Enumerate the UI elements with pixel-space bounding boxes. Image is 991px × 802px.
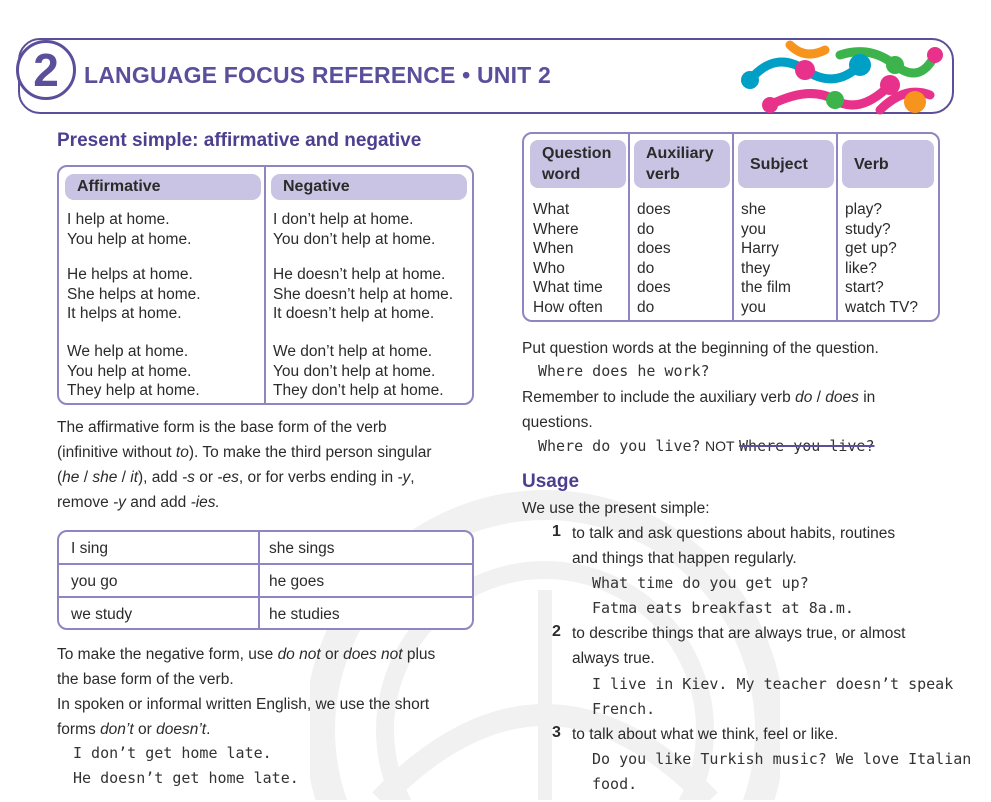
affirmative-group-2: He helps at home. She helps at home. It helps at home. bbox=[67, 266, 201, 322]
example-sentence: He doesn’t get home late. bbox=[73, 769, 299, 787]
usage-number: 3 bbox=[552, 724, 561, 741]
table-cell: he studies bbox=[269, 606, 340, 623]
example-sentence: I don’t get home late. bbox=[73, 744, 272, 762]
table-cell: you go bbox=[71, 573, 118, 590]
negative-group-3: We don’t help at home. You don’t help at home. They don’t help at home. bbox=[273, 343, 444, 399]
negative-group-1: I don’t help at home. You don’t help at home. bbox=[273, 211, 436, 248]
question-table bbox=[522, 132, 940, 322]
affirmative-group-1: I help at home. You help at home. bbox=[67, 211, 192, 248]
table-cell: he goes bbox=[269, 573, 325, 590]
usage-title: Usage bbox=[522, 471, 580, 492]
example-sentence: Do you like Turkish music? We love Italian bbox=[592, 750, 972, 768]
affirmative-negative-table bbox=[57, 165, 474, 405]
example-sentence: I live in Kiev. My teacher doesn’t speak bbox=[592, 675, 954, 693]
negative-explanation: To make the negative form, use do not or does not plus the base form of the verb. In spoken or informal written English, we use the short forms don’t or doesn’t. bbox=[57, 646, 436, 738]
subject-column: she you Harry they the film you bbox=[741, 201, 791, 316]
usage-intro: We use the present simple: bbox=[522, 500, 710, 517]
example-with-wrong-form: Where do you live? NOT Where you live? bbox=[538, 437, 875, 455]
verb-header: Verb bbox=[842, 140, 934, 188]
example-sentence: food. bbox=[592, 775, 638, 793]
page-title: LANGUAGE FOCUS REFERENCE • UNIT 2 bbox=[84, 62, 552, 88]
question-word-note: Put question words at the beginning of the question. bbox=[522, 340, 879, 357]
negative-group-2: He doesn’t help at home. She doesn’t help at home. It doesn’t help at home. bbox=[273, 266, 454, 322]
affirmative-header: Affirmative bbox=[65, 174, 261, 200]
column-divider bbox=[264, 167, 266, 403]
unit-number-badge: 2 bbox=[16, 40, 76, 100]
table-cell: we study bbox=[71, 606, 133, 623]
subject-header: Subject bbox=[738, 140, 834, 188]
negative-header: Negative bbox=[271, 174, 467, 200]
auxiliary-verb-header: Auxiliary verb bbox=[634, 140, 730, 188]
usage-item-1: to talk and ask questions about habits, routines and things that happen regularly. bbox=[572, 525, 896, 567]
auxiliary-column: does do does do does do bbox=[637, 201, 671, 316]
table-cell: she sings bbox=[269, 540, 335, 557]
question-words-column: What Where When Who What time How often bbox=[533, 201, 603, 316]
example-sentence: Fatma eats breakfast at 8a.m. bbox=[592, 599, 854, 617]
question-word-header: Question word bbox=[530, 140, 626, 188]
usage-number: 1 bbox=[552, 523, 561, 540]
example-sentence: Where does he work? bbox=[538, 362, 710, 380]
example-sentence: French. bbox=[592, 700, 656, 718]
usage-item-3: to talk about what we think, feel or like. bbox=[572, 726, 839, 743]
table-cell: I sing bbox=[71, 540, 109, 557]
example-sentence: What time do you get up? bbox=[592, 574, 809, 592]
affirmative-explanation: The affirmative form is the base form of the verb (infinitive without to). To make the third person singular (he / she / it), add -s or -es, or for verbs ending in -y, remove -y and add -ies. bbox=[57, 419, 432, 511]
usage-number: 2 bbox=[552, 623, 561, 640]
molecule-decoration-icon bbox=[730, 40, 952, 116]
section-title-present-simple: Present simple: affirmative and negative bbox=[57, 130, 422, 151]
auxiliary-note: Remember to include the auxiliary verb do / does in questions. bbox=[522, 389, 876, 431]
usage-item-2: to describe things that are always true, or almost always true. bbox=[572, 625, 906, 667]
affirmative-group-3: We help at home. You help at home. They help at home. bbox=[67, 343, 200, 399]
spelling-table bbox=[57, 530, 474, 630]
verb-column: play? study? get up? like? start? watch TV? bbox=[845, 201, 918, 316]
